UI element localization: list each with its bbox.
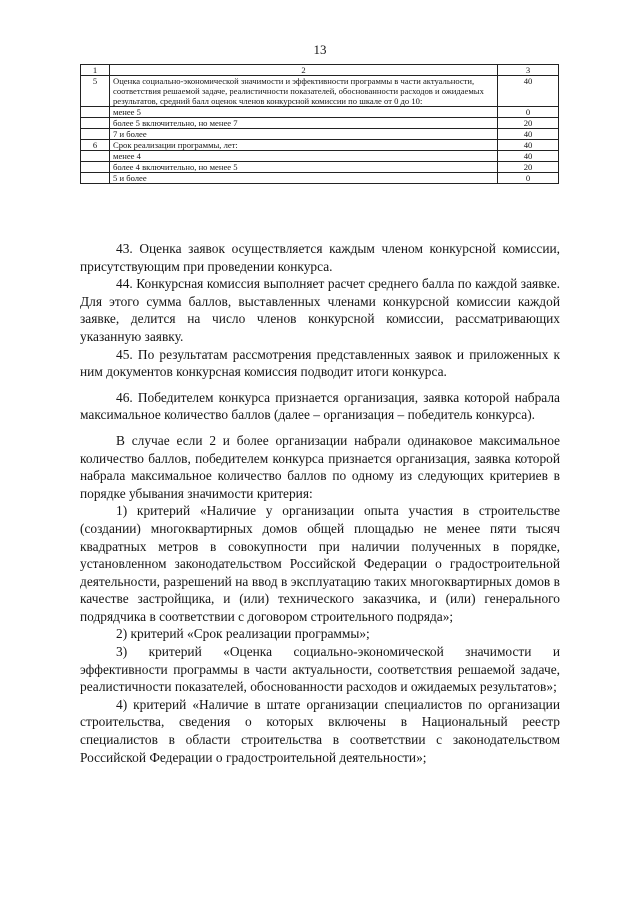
criterion-text: Срок реализации программы, лет: bbox=[110, 140, 498, 151]
table-row bbox=[81, 151, 559, 162]
table-row bbox=[81, 162, 559, 173]
table-row bbox=[81, 107, 559, 118]
table-row bbox=[81, 129, 559, 140]
document-body bbox=[80, 240, 560, 766]
criterion-item-3: 3) критерий «Оценка социально-экономической значимости и эффективности программы в части актуальности, соответствия решаемой задаче, реалистичности показателей, обоснованности расходов и ожидаемых результатов»; bbox=[80, 644, 560, 695]
header-cell-1: 1 bbox=[81, 65, 110, 76]
row-number bbox=[81, 173, 110, 184]
criterion-score: 40 bbox=[498, 129, 559, 140]
criterion-item-4: 4) критерий «Наличие в штате организации специалистов по организации строительства, сведения о которых включены в Национальный реестр специалистов в области строительства в соответствии с законодательством Российской Федерации о градостроительной деятельности»; bbox=[80, 696, 560, 765]
criterion-text: менее 4 bbox=[110, 151, 498, 162]
row-number: 5 bbox=[81, 76, 110, 107]
table-row bbox=[81, 173, 559, 184]
paragraph-44: 44. Конкурсная комиссия выполняет расчет среднего балла по каждой заявке. Для этого сумма баллов, выставленных членами конкурсной комиссии каждой заявке, делится на число членов конкурсной комиссии, рассматривающих указанную заявку. bbox=[80, 276, 560, 344]
row-number bbox=[81, 151, 110, 162]
criterion-text: 7 и более bbox=[110, 129, 498, 140]
page-number: 13 bbox=[313, 42, 327, 57]
header-cell-2: 2 bbox=[110, 65, 498, 76]
criterion-score: 20 bbox=[498, 118, 559, 129]
criterion-item-1: 1) критерий «Наличие у организации опыта участия в строительстве (создании) многоквартирных домов общей площадью не менее пяти тысяч квадратных метров в совокупности при наличии полученных в порядке, установленном законодательством Российской Федерации о градостроительной деятельности, разрешений на ввод в эксплуатацию таких многоквартирных домов в качестве застройщика, и (или) технического заказчика, и (или) генерального подрядчика в соответствии с договором строительного подряда»; bbox=[80, 503, 560, 624]
criterion-text: более 5 включительно, но менее 7 bbox=[110, 118, 498, 129]
criterion-text: 5 и более bbox=[110, 173, 498, 184]
row-number bbox=[81, 107, 110, 118]
criterion-score: 0 bbox=[498, 107, 559, 118]
row-number bbox=[81, 162, 110, 173]
criterion-text: Оценка социально-экономической значимости и эффективности программы в части актуальности, соответствия решаемой задаче, реалистичности показателей, обоснованности расходов и ожидаемых результатов, средний балл оценок членов конкурсной комиссии по шкале от 0 до 10: bbox=[110, 76, 498, 107]
criterion-score: 20 bbox=[498, 162, 559, 173]
criterion-item-2: 2) критерий «Срок реализации программы»; bbox=[116, 626, 370, 642]
criterion-score: 40 bbox=[498, 151, 559, 162]
paragraph-46: 46. Победителем конкурса признается организация, заявка которой набрала максимальное количество баллов (далее – организация – победитель конкурса). bbox=[80, 389, 560, 423]
criterion-score: 0 bbox=[498, 173, 559, 184]
row-number bbox=[81, 118, 110, 129]
row-number: 6 bbox=[81, 140, 110, 151]
row-number bbox=[81, 129, 110, 140]
criterion-score: 40 bbox=[498, 76, 559, 107]
header-cell-3: 3 bbox=[498, 65, 559, 76]
table-row bbox=[81, 76, 559, 107]
criterion-text: более 4 включительно, но менее 5 bbox=[110, 162, 498, 173]
criterion-text: менее 5 bbox=[110, 107, 498, 118]
table-header-row bbox=[81, 65, 559, 76]
criteria-table bbox=[80, 64, 559, 184]
criterion-score: 40 bbox=[498, 140, 559, 151]
table-row bbox=[81, 118, 559, 129]
paragraph-45: 45. По результатам рассмотрения представленных заявок и приложенных к ним документов конкурсная комиссия подводит итоги конкурса. bbox=[80, 346, 560, 380]
paragraph-tie-rule: В случае если 2 и более организации набрали одинаковое максимальное количество баллов, победителем конкурса признается организация, заявка которой набрала максимальное количество баллов по одному из следующих критериев в порядке убывания значимости критерия: bbox=[80, 432, 560, 501]
table-row bbox=[81, 140, 559, 151]
paragraph-43: 43. Оценка заявок осуществляется каждым членом конкурсной комиссии, присутствующим при проведении конкурса. bbox=[80, 241, 560, 274]
